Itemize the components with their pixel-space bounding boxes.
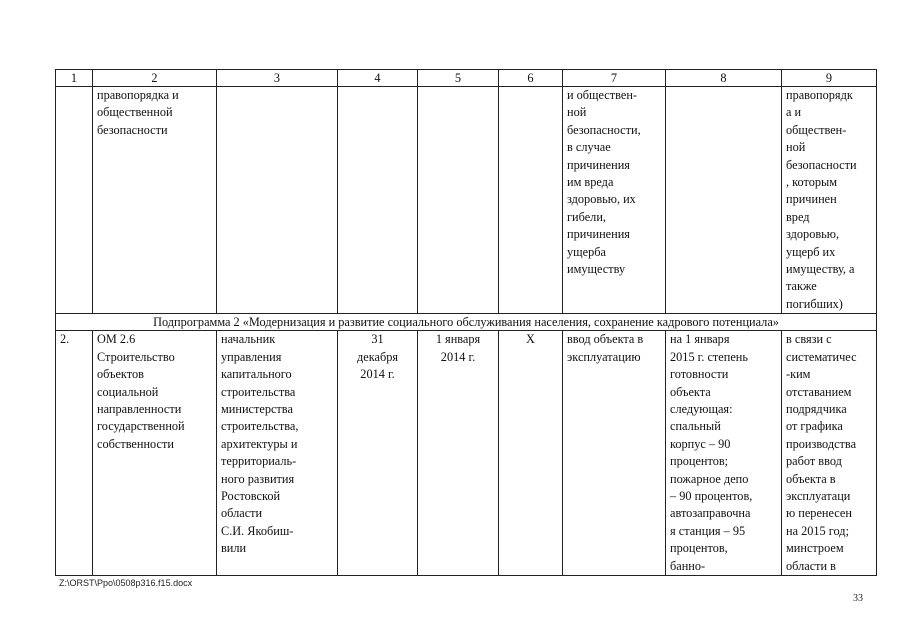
table-header-row — [56, 70, 877, 87]
header-cell: 2 — [93, 70, 217, 87]
table-cell: 31 декабря 2014 г. — [338, 331, 418, 576]
table-cell: ввод объекта в эксплуатацию — [563, 331, 666, 576]
page-number: 33 — [853, 593, 863, 604]
table-cell — [217, 87, 338, 314]
table-cell: ОМ 2.6 Строительство объектов социальной направленности государственной собственности — [93, 331, 217, 576]
table-cell: в связи с систематичес -ким отставанием подрядчика от графика производства работ ввод объекта в эксплуатаци ю перенесен на 2015 год; минстроем области в — [782, 331, 877, 576]
header-cell: 1 — [56, 70, 93, 87]
table-cell: правопорядка и общественной безопасности — [93, 87, 217, 314]
table-cell: на 1 января 2015 г. степень готовности объекта следующая: спальный корпус – 90 процентов; пожарное депо – 90 процентов, автозаправочна я станция – 95 процентов, банно- — [666, 331, 782, 576]
table-cell: начальник управления капитального строительства министерства строительства, архитектуры и территориаль- ного развития Ростовской области С.И. Якобиш- вили — [217, 331, 338, 576]
header-cell: 7 — [563, 70, 666, 87]
subprogram-title: Подпрограмма 2 «Модернизация и развитие социального обслуживания населения, сохранение кадрового потенциала» — [56, 314, 877, 331]
header-cell: 8 — [666, 70, 782, 87]
table-cell — [56, 87, 93, 314]
header-cell: 5 — [418, 70, 499, 87]
header-cell: 6 — [499, 70, 563, 87]
row-number: 2. — [56, 331, 93, 576]
table-cell — [418, 87, 499, 314]
table-cell: правопорядк а и обществен- ной безопасности , которым причинен вред здоровью, ущерб их имуществу, а также погибших) — [782, 87, 877, 314]
table-cell — [338, 87, 418, 314]
subprogram-row — [56, 314, 877, 331]
footer-file-path: Z:\ORST\Ppo\0508p316.f15.docx — [59, 578, 193, 588]
table-row-2 — [56, 331, 877, 576]
table-cell: и обществен- ной безопасности, в случае причинения им вреда здоровью, их гибели, причинения ущерба имуществу — [563, 87, 666, 314]
header-cell: 3 — [217, 70, 338, 87]
header-cell: 9 — [782, 70, 877, 87]
document-table — [55, 69, 877, 576]
table-cell: 1 января 2014 г. — [418, 331, 499, 576]
table-row-continued — [56, 87, 877, 314]
table-cell: Х — [499, 331, 563, 576]
header-cell: 4 — [338, 70, 418, 87]
table-cell — [499, 87, 563, 314]
table-cell — [666, 87, 782, 314]
